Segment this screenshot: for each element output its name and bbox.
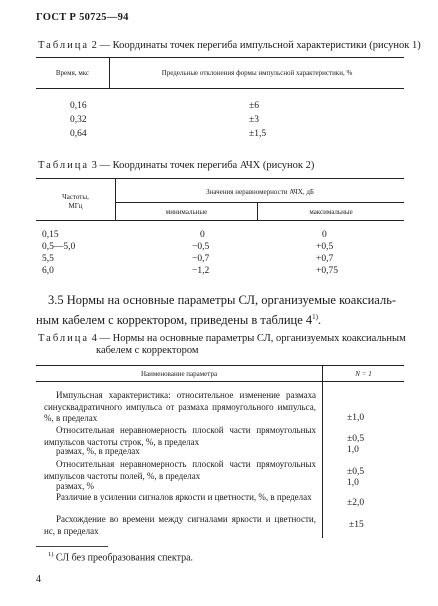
table4-row-value: 1,0: [347, 478, 359, 488]
table4-row-param: Относительная неравномерность плоской части прямоугольных импульсов частоты строк, %, в пределах: [44, 425, 316, 447]
table4-col-param-header: Наименование параметра: [140, 370, 218, 378]
table2-caption-text: 2 — Координаты точек перегиба импульсной характеристики (рисунок 1): [89, 40, 421, 51]
footnote: [48, 551, 193, 563]
table3-row-min: −0,7: [192, 254, 210, 264]
table3-row-min: 0: [200, 230, 205, 240]
section-footnote-mark: 1): [312, 313, 318, 321]
document-code: ГОСТ Р 50725—94: [36, 12, 129, 23]
table4-caption-label: Таблица: [38, 333, 90, 344]
table3-row-max: +0,75: [316, 266, 338, 276]
page-number: 4: [36, 574, 41, 585]
footnote-rule: [36, 546, 108, 547]
table4-row-param: размах, %: [56, 481, 95, 491]
table2-caption: [38, 40, 421, 51]
section-3-5-line2-end: .: [318, 313, 322, 328]
table2-col-time-header: Время, мкс: [55, 69, 90, 77]
table4-row-value: ±0,5: [347, 467, 365, 477]
table2-row-deviation: ±6: [249, 101, 259, 111]
table4-row-param: Импульсная характеристика: относительное изменение размаха синусквадратичного импульса от размаха прямоугольного импульса, %, в пределах: [44, 390, 316, 424]
table2-row-time: 0,16: [70, 101, 87, 111]
footnote-mark: 1): [48, 551, 54, 558]
table4-caption-line2: кабелем с корректором: [96, 345, 199, 356]
table3-row-freq: 0,5—5,0: [42, 242, 76, 252]
table3-row-min: −1,2: [192, 266, 210, 276]
table4-row-value: 1,0: [347, 445, 359, 455]
table4-caption: [38, 333, 406, 344]
table4-row-value: ±0,5: [347, 434, 365, 444]
table3-row-freq: 6,0: [42, 266, 54, 276]
table3-row-max: 0: [322, 230, 327, 240]
table4-row-value: ±15: [349, 520, 364, 530]
table3-sub-max-header: максимальные: [309, 208, 353, 216]
table3-row-freq: 0,15: [42, 230, 59, 240]
table3-caption-label: Таблица: [38, 160, 90, 171]
table4-row-param: Относительная неравномерность плоской части прямоугольных импульсов частоты полей, %, в пределах: [44, 459, 316, 481]
table3-row-freq: 5,5: [42, 254, 54, 264]
table3-sub-min-header: минимальные: [165, 208, 208, 216]
table3-caption-text: 3 — Координаты точек перегиба АЧХ (рисунок 2): [89, 160, 315, 171]
section-3-5-line2-text: ным кабелем с корректором, приведены в таблице 4: [36, 313, 313, 328]
table4-row-value: ±1,0: [347, 413, 365, 423]
table3-caption: [38, 160, 314, 171]
table3-row-min: −0,5: [192, 242, 210, 252]
table2-row-time: 0,32: [70, 115, 87, 125]
table2-row-time: 0,64: [70, 129, 87, 139]
table4-caption-text-line1: 4 — Нормы на основные параметры СЛ, организуемых коаксиальным: [89, 333, 406, 344]
table2-row-deviation: ±1,5: [249, 129, 267, 139]
table4-row-param: Различие в усилении сигналов яркости и цветности, %, в пределах: [56, 492, 312, 502]
table4-col-n-header: N = 1: [355, 370, 372, 378]
table4-row-value: ±2,0: [347, 498, 365, 508]
section-3-5-line2: [36, 309, 321, 329]
section-3-5-line1: 3.5 Нормы на основные параметры СЛ, организуемые коаксиаль-: [48, 293, 397, 307]
table2-row-deviation: ±3: [249, 115, 259, 125]
table2-col-deviation-header: Предельные отклонения формы импульсной характеристики, %: [161, 69, 353, 77]
table4-row-param: Расхождение во времени между сигналами яркости и цветности, нс, в пределах: [44, 514, 316, 536]
table3-col-freq-header-line2: МГц: [68, 202, 83, 210]
table3-row-max: +0,5: [316, 242, 334, 252]
table4-row-param: размах, %, в пределах: [56, 446, 140, 456]
footnote-text: СЛ без преобразования спектра.: [53, 552, 194, 564]
table3-group-header: Значения неравномерности АЧХ, дБ: [206, 188, 314, 196]
table3-col-freq-header-line1: Частоты,: [62, 193, 89, 201]
table2-caption-label: Таблица: [38, 40, 90, 51]
table3-row-max: +0,7: [316, 254, 334, 264]
